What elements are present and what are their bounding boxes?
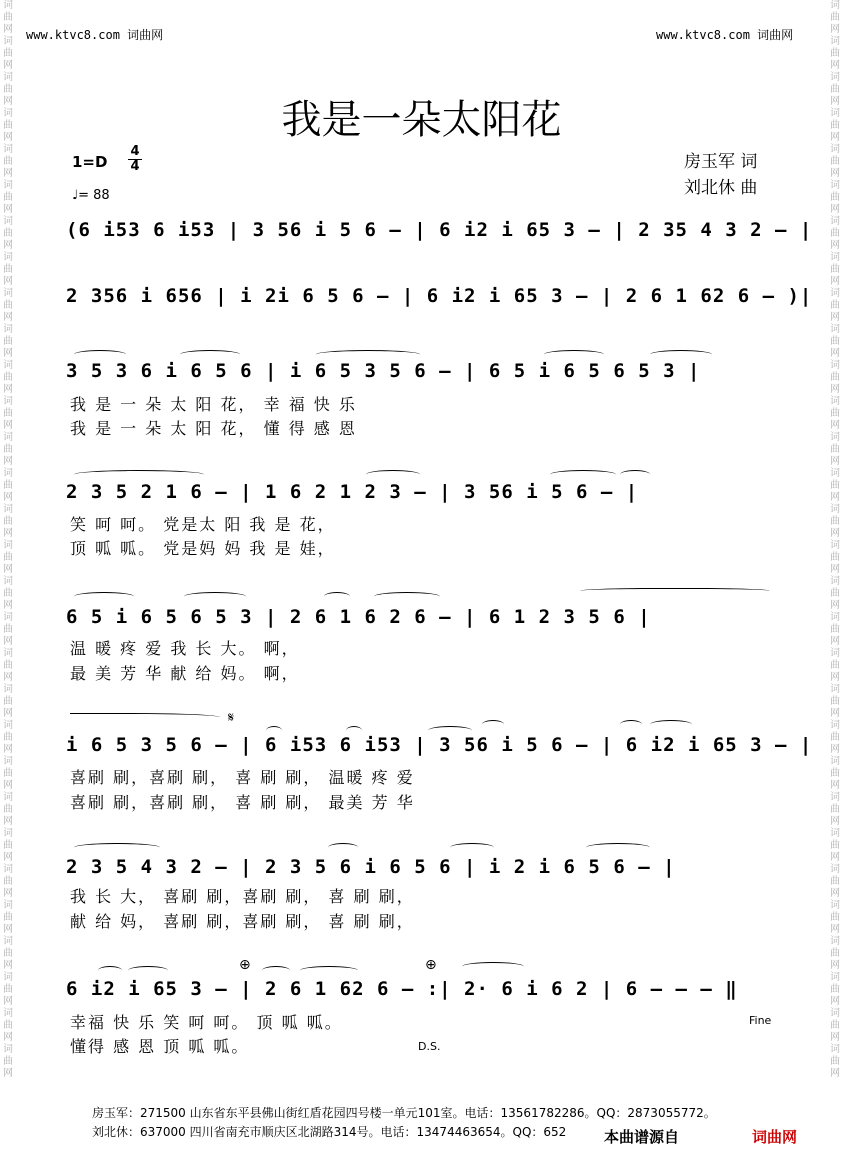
margin-watermark-char: 曲 [3, 336, 13, 347]
margin-watermark-char: 网 [3, 312, 13, 323]
margin-watermark-char: 曲 [3, 768, 13, 779]
margin-watermark-char: 曲 [3, 660, 13, 671]
margin-watermark-char: 词 [3, 288, 13, 299]
margin-watermark-char: 网 [3, 132, 13, 143]
system-5-notes: 6 5 i 6 5 6 5 3 | 2 6 1 6 2 6 – | 6 1 2 3 5 6 | [66, 606, 651, 628]
margin-watermark-char: 词 [830, 72, 840, 83]
slur [262, 966, 290, 975]
margin-watermark-char: 词 [830, 144, 840, 155]
margin-watermark-char: 网 [3, 564, 13, 575]
margin-watermark-char: 网 [830, 168, 840, 179]
margin-watermark-char: 曲 [830, 228, 840, 239]
margin-watermark-char: 曲 [830, 264, 840, 275]
margin-watermark-char: 网 [830, 600, 840, 611]
margin-watermark-char: 网 [3, 744, 13, 755]
margin-watermark-char: 网 [830, 132, 840, 143]
margin-watermark-char: 词 [830, 576, 840, 587]
margin-watermark-char: 曲 [830, 732, 840, 743]
margin-watermark-char: 网 [3, 600, 13, 611]
slur [450, 843, 494, 852]
margin-watermark-char: 词 [830, 504, 840, 515]
margin-watermark-char: 网 [3, 492, 13, 503]
margin-watermark-char: 词 [3, 792, 13, 803]
slur [374, 592, 440, 601]
slur [324, 592, 350, 601]
slur [74, 843, 160, 852]
margin-watermark-char: 词 [830, 720, 840, 731]
margin-watermark-char: 曲 [830, 120, 840, 131]
margin-watermark-char: 词 [3, 144, 13, 155]
slur [482, 720, 504, 729]
margin-watermark-char: 曲 [830, 336, 840, 347]
margin-watermark-char: 曲 [830, 84, 840, 95]
margin-watermark-char: 词 [3, 720, 13, 731]
margin-watermark-char: 词 [3, 432, 13, 443]
slur [650, 720, 692, 729]
margin-watermark-char: 词 [830, 648, 840, 659]
margin-watermark-char: 词 [830, 36, 840, 47]
margin-watermark-char: 网 [3, 636, 13, 647]
margin-watermark-char: 网 [830, 420, 840, 431]
footer-contact-lyricist: 房玉军：271500 山东省东平县佛山街红盾花园四号楼一单元101室。电话：13561782286。QQ：2873055772。 [92, 1106, 716, 1120]
margin-watermark-char: 曲 [830, 660, 840, 671]
margin-watermark-char: 曲 [3, 444, 13, 455]
margin-watermark-char: 词 [830, 792, 840, 803]
margin-watermark-char: 词 [3, 396, 13, 407]
site-url-right[interactable]: www.ktvc8.com 词曲网 [656, 28, 794, 42]
phrase-slur [580, 588, 770, 595]
margin-watermark-char: 词 [830, 324, 840, 335]
margin-watermark-char: 词 [830, 360, 840, 371]
margin-watermark-char: 词 [3, 540, 13, 551]
margin-watermark-char: 词 [3, 1044, 13, 1055]
margin-watermark-char: 网 [830, 240, 840, 251]
margin-watermark-char: 网 [3, 816, 13, 827]
fine-marking: Fine [749, 1014, 772, 1027]
margin-watermark-char: 词 [3, 648, 13, 659]
system-5-lyric-2: 最 美 芳 华 献 给 妈。 啊， [70, 664, 300, 683]
slur [550, 470, 616, 479]
margin-watermark-char: 词 [3, 36, 13, 47]
margin-watermark-char: 网 [830, 744, 840, 755]
footer-contact-composer: 刘北休：637000 四川省南充市顺庆区北湖路314号。电话：13474463654。QQ：652 [92, 1125, 567, 1139]
margin-watermark-char: 词 [830, 684, 840, 695]
phrase-slur-continuation [70, 713, 220, 720]
system-1-notes: (6 i53 6 i53 | 3 56 i 5 6 – | 6 i2 i 65 3 – | 2 35 4 3 2 – | [66, 219, 813, 241]
margin-watermark-char: 曲 [3, 876, 13, 887]
margin-watermark-char: 词 [3, 684, 13, 695]
margin-watermark-char: 词 [830, 972, 840, 983]
song-title: 我是一朵太阳花 [281, 97, 562, 143]
margin-watermark-char: 曲 [3, 264, 13, 275]
lyricist-credit: 房玉军 词 [684, 152, 758, 172]
margin-watermark-char: 词 [830, 540, 840, 551]
margin-watermark-char: 曲 [3, 372, 13, 383]
margin-watermark-char: 词 [830, 288, 840, 299]
margin-watermark-char: 网 [3, 420, 13, 431]
slur [180, 350, 240, 359]
margin-watermark-char: 网 [3, 996, 13, 1007]
margin-watermark-char: 词 [3, 468, 13, 479]
margin-watermark-char: 词 [830, 432, 840, 443]
margin-watermark-char: 曲 [830, 768, 840, 779]
margin-watermark-char: 词 [830, 108, 840, 119]
margin-watermark-char: 词 [3, 972, 13, 983]
margin-watermark-char: 网 [830, 348, 840, 359]
margin-watermark-char: 曲 [3, 696, 13, 707]
margin-watermark-char: 词 [3, 360, 13, 371]
left-margin-watermark [2, 0, 14, 1172]
segno-sign: 𝄋 [228, 710, 235, 726]
margin-watermark-char: 网 [3, 528, 13, 539]
system-3-lyric-2: 我 是 一 朵 太 阳 花， 懂 得 感 恩 [70, 419, 357, 438]
margin-watermark-char: 曲 [3, 120, 13, 131]
margin-watermark-char: 词 [3, 612, 13, 623]
margin-watermark-char: 网 [3, 1068, 13, 1079]
system-3-lyric-1: 我 是 一 朵 太 阳 花， 幸 福 快 乐 [70, 395, 357, 414]
slur [620, 720, 642, 729]
margin-watermark-char: 网 [3, 1032, 13, 1043]
right-margin-watermark [829, 0, 841, 1172]
margin-watermark-char: 词 [3, 864, 13, 875]
margin-watermark-char: 词 [830, 612, 840, 623]
system-8-lyric-2: 懂得 感 恩 顶 呱 呱。 [70, 1037, 250, 1056]
margin-watermark-char: 曲 [830, 804, 840, 815]
time-signature-bottom: 4 [130, 159, 140, 174]
margin-watermark-char: 曲 [830, 408, 840, 419]
margin-watermark-char: 网 [3, 780, 13, 791]
slur [316, 350, 420, 359]
margin-watermark-char: 曲 [830, 516, 840, 527]
system-3-notes: 3 5 3 6 i 6 5 6 | i 6 5 3 5 6 – | 6 5 i 6 5 6 5 3 | [66, 360, 701, 382]
margin-watermark-char: 网 [830, 996, 840, 1007]
margin-watermark-char: 词 [830, 900, 840, 911]
margin-watermark-char: 词 [830, 1044, 840, 1055]
margin-watermark-char: 网 [3, 960, 13, 971]
margin-watermark-char: 曲 [3, 804, 13, 815]
margin-watermark-char: 词 [3, 108, 13, 119]
margin-watermark-char: 词 [3, 1008, 13, 1019]
time-signature-top: 4 [130, 144, 140, 159]
margin-watermark-char: 网 [3, 456, 13, 467]
key-signature: 1=D [72, 153, 108, 171]
margin-watermark-char: 网 [3, 852, 13, 863]
margin-watermark-char: 网 [830, 204, 840, 215]
slur [620, 470, 650, 479]
margin-watermark-char: 曲 [830, 948, 840, 959]
margin-watermark-char: 网 [830, 960, 840, 971]
margin-watermark-char: 曲 [3, 516, 13, 527]
slur [650, 350, 712, 359]
time-signature [128, 145, 142, 174]
margin-watermark-char: 网 [3, 240, 13, 251]
slur [184, 592, 246, 601]
slur [462, 962, 524, 971]
margin-watermark-char: 网 [3, 60, 13, 71]
ds-marking: D.S. [418, 1040, 441, 1053]
margin-watermark-char: 网 [3, 168, 13, 179]
slur [74, 470, 204, 479]
footer-source-label: 本曲谱源自 [604, 1128, 680, 1146]
margin-watermark-char: 网 [3, 96, 13, 107]
margin-watermark-char: 曲 [3, 84, 13, 95]
margin-watermark-char: 曲 [830, 300, 840, 311]
margin-watermark-char: 曲 [830, 588, 840, 599]
margin-watermark-char: 词 [830, 252, 840, 263]
margin-watermark-char: 词 [830, 396, 840, 407]
margin-watermark-char: 词 [3, 252, 13, 263]
margin-watermark-char: 词 [3, 216, 13, 227]
margin-watermark-char: 网 [3, 276, 13, 287]
margin-watermark-char: 网 [830, 816, 840, 827]
margin-watermark-char: 词 [3, 936, 13, 947]
margin-watermark-char: 网 [830, 528, 840, 539]
margin-watermark-char: 曲 [830, 552, 840, 563]
margin-watermark-char: 词 [830, 756, 840, 767]
system-6-notes: i 6 5 3 5 6 – | 6 i53 6 i53 | 3 56 i 5 6 – | 6 i2 i 65 3 – | [66, 734, 813, 756]
margin-watermark-char: 曲 [3, 732, 13, 743]
margin-watermark-char: 曲 [830, 48, 840, 59]
margin-watermark-char: 网 [3, 384, 13, 395]
slur [586, 843, 650, 852]
margin-watermark-char: 网 [830, 780, 840, 791]
margin-watermark-char: 词 [3, 576, 13, 587]
slur [300, 966, 358, 975]
margin-watermark-char: 网 [830, 636, 840, 647]
coda-sign-2: ⊕ [425, 957, 437, 973]
margin-watermark-char: 曲 [830, 912, 840, 923]
system-4-lyric-2: 顶 呱 呱。 党是妈 妈 我 是 娃， [70, 539, 336, 558]
margin-watermark-char: 曲 [830, 192, 840, 203]
margin-watermark-char: 曲 [3, 984, 13, 995]
margin-watermark-char: 曲 [830, 12, 840, 23]
margin-watermark-char: 曲 [3, 624, 13, 635]
margin-watermark-char: 曲 [3, 156, 13, 167]
system-6-lyric-2: 喜刷 刷，喜刷 刷， 喜 刷 刷， 最美 芳 华 [70, 793, 415, 812]
margin-watermark-char: 词 [830, 936, 840, 947]
margin-watermark-char: 词 [830, 1008, 840, 1019]
margin-watermark-char: 网 [3, 24, 13, 35]
margin-watermark-char: 网 [830, 852, 840, 863]
margin-watermark-char: 曲 [3, 480, 13, 491]
margin-watermark-char: 词 [3, 504, 13, 515]
margin-watermark-char: 词 [3, 180, 13, 191]
margin-watermark-char: 词 [830, 828, 840, 839]
margin-watermark-char: 网 [830, 456, 840, 467]
margin-watermark-char: 曲 [830, 1056, 840, 1067]
margin-watermark-char: 网 [830, 60, 840, 71]
slur [74, 350, 126, 359]
margin-watermark-char: 曲 [3, 588, 13, 599]
margin-watermark-char: 曲 [3, 1056, 13, 1067]
margin-watermark-char: 网 [3, 348, 13, 359]
margin-watermark-char: 词 [3, 0, 13, 11]
margin-watermark-char: 曲 [830, 444, 840, 455]
margin-watermark-char: 网 [830, 1068, 840, 1079]
margin-watermark-char: 曲 [830, 480, 840, 491]
margin-watermark-char: 网 [830, 672, 840, 683]
margin-watermark-char: 词 [830, 864, 840, 875]
system-8-lyric-1: 幸福 快 乐 笑 呵 呵。 顶 呱 呱。 [70, 1013, 343, 1032]
composer-credit: 刘北休 曲 [684, 178, 758, 198]
slur [366, 470, 420, 479]
margin-watermark-char: 曲 [3, 300, 13, 311]
margin-watermark-char: 曲 [830, 696, 840, 707]
system-2-notes: 2 356 i 656 | i 2i 6 5 6 – | 6 i2 i 65 3 – | 2 6 1 62 6 – )| [66, 285, 813, 307]
margin-watermark-char: 词 [3, 756, 13, 767]
margin-watermark-char: 词 [3, 900, 13, 911]
margin-watermark-char: 曲 [830, 876, 840, 887]
margin-watermark-char: 曲 [3, 1020, 13, 1031]
margin-watermark-char: 网 [830, 1032, 840, 1043]
slur [328, 843, 358, 852]
margin-watermark-char: 词 [3, 72, 13, 83]
margin-watermark-char: 网 [830, 492, 840, 503]
slur [544, 350, 604, 359]
margin-watermark-char: 曲 [3, 48, 13, 59]
margin-watermark-char: 网 [830, 24, 840, 35]
margin-watermark-char: 词 [3, 324, 13, 335]
margin-watermark-char: 词 [830, 468, 840, 479]
margin-watermark-char: 网 [3, 672, 13, 683]
margin-watermark-char: 曲 [830, 624, 840, 635]
margin-watermark-char: 曲 [3, 228, 13, 239]
margin-watermark-char: 曲 [3, 912, 13, 923]
margin-watermark-char: 网 [830, 564, 840, 575]
margin-watermark-char: 网 [830, 924, 840, 935]
slur [128, 966, 168, 975]
margin-watermark-char: 曲 [830, 372, 840, 383]
margin-watermark-char: 曲 [830, 156, 840, 167]
margin-watermark-char: 词 [3, 828, 13, 839]
slur [74, 592, 134, 601]
footer-site-logo[interactable]: 词曲网 [752, 1128, 798, 1146]
margin-watermark-char: 网 [830, 96, 840, 107]
coda-sign-1: ⊕ [239, 957, 251, 973]
margin-watermark-char: 曲 [3, 552, 13, 563]
system-4-notes: 2 3 5 2 1 6 – | 1 6 2 1 2 3 – | 3 56 i 5 6 – | [66, 481, 639, 503]
system-4-lyric-1: 笑 呵 呵。 党是太 阳 我 是 花， [70, 515, 336, 534]
system-8-notes: 6 i2 i 65 3 – | 2 6 1 62 6 – :| 2· 6 i 6 2 | 6 – – – ‖ [66, 978, 738, 1000]
margin-watermark-char: 网 [3, 888, 13, 899]
margin-watermark-char: 曲 [3, 948, 13, 959]
tempo-marking: ♩= 88 [72, 188, 110, 203]
margin-watermark-char: 曲 [3, 192, 13, 203]
margin-watermark-char: 词 [830, 180, 840, 191]
margin-watermark-char: 曲 [3, 840, 13, 851]
margin-watermark-char: 曲 [3, 12, 13, 23]
margin-watermark-char: 曲 [830, 984, 840, 995]
margin-watermark-char: 曲 [3, 408, 13, 419]
margin-watermark-char: 网 [830, 276, 840, 287]
margin-watermark-char: 词 [830, 0, 840, 11]
margin-watermark-char: 网 [3, 708, 13, 719]
site-url-left[interactable]: www.ktvc8.com 词曲网 [26, 28, 164, 42]
margin-watermark-char: 网 [3, 924, 13, 935]
system-5-lyric-1: 温 暖 疼 爱 我 长 大。 啊， [70, 639, 300, 658]
margin-watermark-char: 词 [830, 216, 840, 227]
margin-watermark-char: 曲 [830, 840, 840, 851]
margin-watermark-char: 网 [830, 888, 840, 899]
system-7-notes: 2 3 5 4 3 2 – | 2 3 5 6 i 6 5 6 | i 2 i 6 5 6 – | [66, 856, 676, 878]
margin-watermark-char: 网 [3, 204, 13, 215]
margin-watermark-char: 网 [830, 384, 840, 395]
system-6-lyric-1: 喜刷 刷，喜刷 刷， 喜 刷 刷， 温暖 疼 爱 [70, 768, 415, 787]
system-7-lyric-1: 我 长 大， 喜刷 刷，喜刷 刷， 喜 刷 刷， [70, 887, 415, 906]
margin-watermark-char: 曲 [830, 1020, 840, 1031]
margin-watermark-char: 网 [830, 708, 840, 719]
margin-watermark-char: 网 [830, 312, 840, 323]
slur [98, 966, 122, 975]
system-7-lyric-2: 献 给 妈， 喜刷 刷，喜刷 刷， 喜 刷 刷， [70, 912, 415, 931]
